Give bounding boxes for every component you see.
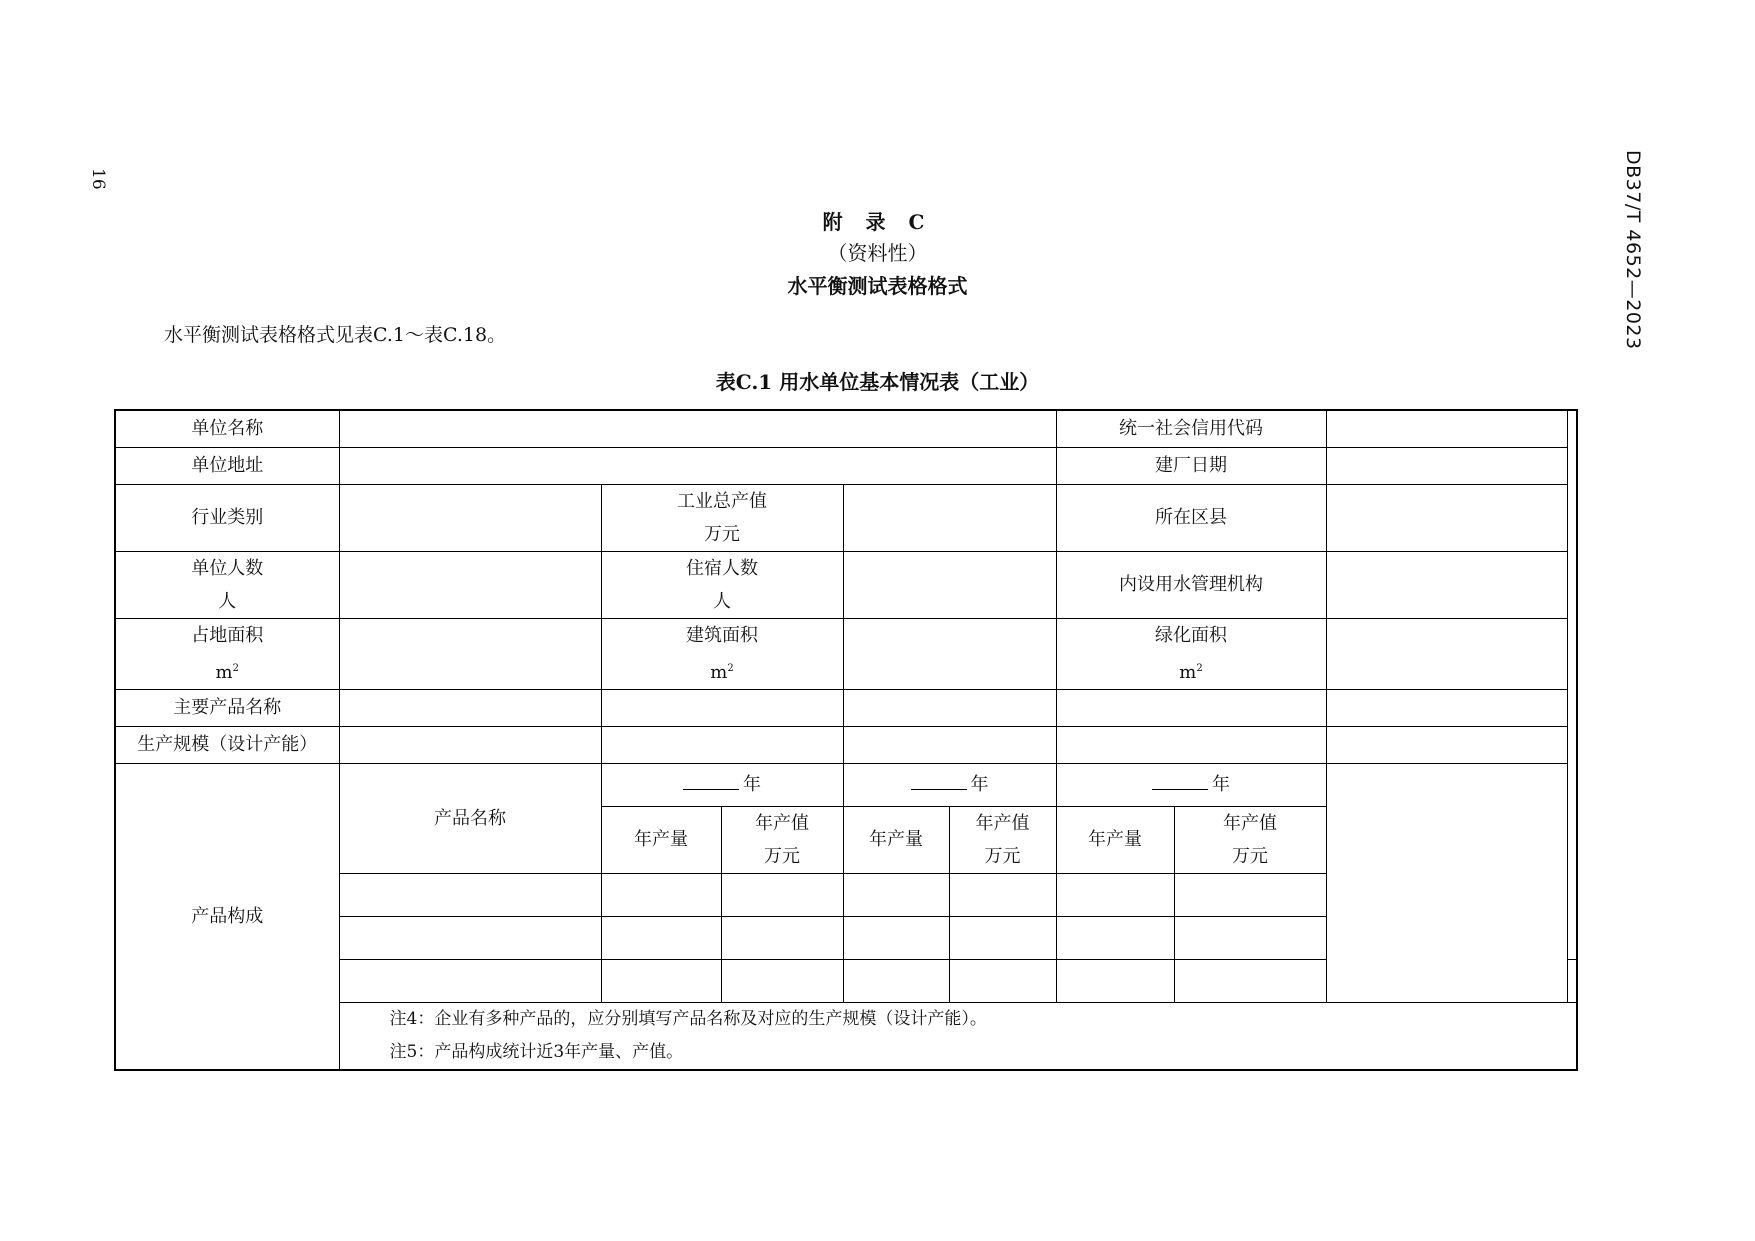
- table-row: [115, 410, 1577, 447]
- appendix-type: （资料性）: [827, 241, 928, 265]
- unit-name-field[interactable]: [339, 410, 1056, 447]
- product-entry-cell[interactable]: [949, 916, 1056, 959]
- unit-person: 人: [713, 590, 731, 612]
- industry-field[interactable]: [339, 484, 601, 551]
- annual-value-header-1: 年产值 万元: [721, 806, 843, 873]
- building-area-text: 建筑面积: [686, 624, 758, 646]
- table-row: [115, 689, 1577, 726]
- gross-output-text: 工业总产值: [677, 490, 767, 512]
- table-row: [115, 726, 1577, 763]
- product-entry-cell[interactable]: [843, 873, 949, 916]
- capacity-field-3[interactable]: [843, 726, 1056, 763]
- main-product-field-4[interactable]: [1056, 689, 1326, 726]
- standard-code: DB37/T 4652—2023: [1622, 150, 1644, 350]
- credit-code-field[interactable]: [1326, 410, 1567, 447]
- dorm-label: [601, 551, 843, 618]
- product-entry-cell[interactable]: [1056, 873, 1174, 916]
- year-1-blank[interactable]: [683, 771, 739, 790]
- product-entry-cell[interactable]: [1056, 916, 1174, 959]
- table-row: [115, 447, 1577, 484]
- industry-label: 行业类别: [115, 484, 339, 551]
- unit-wanyuan: 万元: [704, 523, 740, 545]
- building-area-field[interactable]: [843, 618, 1056, 689]
- year-3-blank[interactable]: [1152, 771, 1208, 790]
- product-entry-cell[interactable]: [601, 873, 721, 916]
- product-entry-cell[interactable]: [1174, 916, 1326, 959]
- unit-person: 人: [218, 590, 237, 612]
- land-area-label: [115, 618, 339, 689]
- product-entry-cell[interactable]: [843, 916, 949, 959]
- annual-output-header-3: 年产量: [1056, 806, 1174, 873]
- product-entry-name[interactable]: [339, 873, 601, 916]
- product-mix-extra-field[interactable]: [1326, 763, 1567, 1002]
- staff-field[interactable]: [339, 551, 601, 618]
- unit-m2: $m^2$: [215, 661, 239, 683]
- table-row: [115, 484, 1577, 551]
- main-product-label: 主要产品名称: [115, 689, 339, 726]
- product-entry-cell[interactable]: [843, 959, 949, 1002]
- building-area-label: [601, 618, 843, 689]
- district-label: 所在区县: [1056, 484, 1326, 551]
- unit-address-label: 单位地址: [115, 447, 339, 484]
- product-entry-cell[interactable]: [721, 873, 843, 916]
- table-row: [115, 618, 1577, 689]
- product-entry-cell[interactable]: [1567, 959, 1577, 1002]
- year-2-header: 年: [843, 763, 1056, 806]
- intro-paragraph: 水平衡测试表格格式见表C.1～表C.18。: [164, 324, 507, 346]
- main-product-field-2[interactable]: [601, 689, 843, 726]
- note-5: 注5：产品构成统计近3年产量、产值。: [389, 1041, 684, 1062]
- product-entry-cell[interactable]: [1174, 959, 1326, 1002]
- water-org-field[interactable]: [1326, 551, 1567, 618]
- appendix-heading: 附 录 C: [822, 210, 933, 234]
- year-2-blank[interactable]: [911, 771, 967, 790]
- annual-output-header-2: 年产量: [843, 806, 949, 873]
- build-date-field[interactable]: [1326, 447, 1567, 484]
- staff-label: [115, 551, 339, 618]
- table-notes: [339, 1002, 1577, 1070]
- product-entry-cell[interactable]: [949, 959, 1056, 1002]
- green-area-field[interactable]: [1326, 618, 1567, 689]
- unit-m2: $m^2$: [1179, 661, 1203, 683]
- district-field[interactable]: [1326, 484, 1567, 551]
- table-row: [115, 763, 1577, 806]
- staff-text: 单位人数: [191, 557, 264, 579]
- unit-m2: $m^2$: [710, 661, 734, 683]
- dorm-field[interactable]: [843, 551, 1056, 618]
- table-caption: 表C.1 用水单位基本情况表（工业）: [715, 370, 1040, 394]
- capacity-field-2[interactable]: [601, 726, 843, 763]
- gross-output-field[interactable]: [843, 484, 1056, 551]
- capacity-label: 生产规模（设计产能）: [115, 726, 339, 763]
- product-entry-cell[interactable]: [601, 916, 721, 959]
- annual-output-header-1: 年产量: [601, 806, 721, 873]
- green-area-label: [1056, 618, 1326, 689]
- capacity-field-4[interactable]: [1056, 726, 1326, 763]
- water-org-label: 内设用水管理机构: [1056, 551, 1326, 618]
- credit-code-label: 统一社会信用代码: [1056, 410, 1326, 447]
- table-row: [115, 551, 1577, 618]
- build-date-label: 建厂日期: [1056, 447, 1326, 484]
- product-entry-cell[interactable]: [601, 959, 721, 1002]
- product-entry-cell[interactable]: [721, 959, 843, 1002]
- product-entry-cell[interactable]: [1056, 959, 1174, 1002]
- capacity-field-1[interactable]: [339, 726, 601, 763]
- product-entry-cell[interactable]: [721, 916, 843, 959]
- unit-address-field[interactable]: [339, 447, 1056, 484]
- land-area-field[interactable]: [339, 618, 601, 689]
- note-4: 注4：企业有多种产品的，应分别填写产品名称及对应的生产规模（设计产能）。: [389, 1008, 987, 1029]
- product-entry-name[interactable]: [339, 916, 601, 959]
- main-product-field-3[interactable]: [843, 689, 1056, 726]
- dorm-text: 住宿人数: [686, 557, 758, 579]
- unit-info-table: [114, 409, 1578, 1071]
- annual-value-header-3: 年产值 万元: [1174, 806, 1326, 873]
- year-3-header: 年: [1056, 763, 1326, 806]
- main-product-field-5[interactable]: [1326, 689, 1567, 726]
- appendix-title: 水平衡测试表格格式: [787, 274, 968, 298]
- product-mix-label: 产品构成: [115, 763, 339, 1070]
- annual-value-header-2: 年产值 万元: [949, 806, 1056, 873]
- green-area-text: 绿化面积: [1155, 624, 1227, 646]
- unit-name-label: 单位名称: [115, 410, 339, 447]
- gross-output-label: [601, 484, 843, 551]
- land-area-text: 占地面积: [191, 624, 264, 646]
- capacity-field-5[interactable]: [1326, 726, 1567, 763]
- product-entry-name[interactable]: [339, 959, 601, 1002]
- product-name-header: 产品名称: [339, 763, 601, 873]
- product-entry-cell[interactable]: [949, 873, 1056, 916]
- product-entry-cell[interactable]: [1174, 873, 1326, 916]
- main-product-field-1[interactable]: [339, 689, 601, 726]
- year-1-header: 年: [601, 763, 843, 806]
- page-number: 16: [88, 168, 108, 190]
